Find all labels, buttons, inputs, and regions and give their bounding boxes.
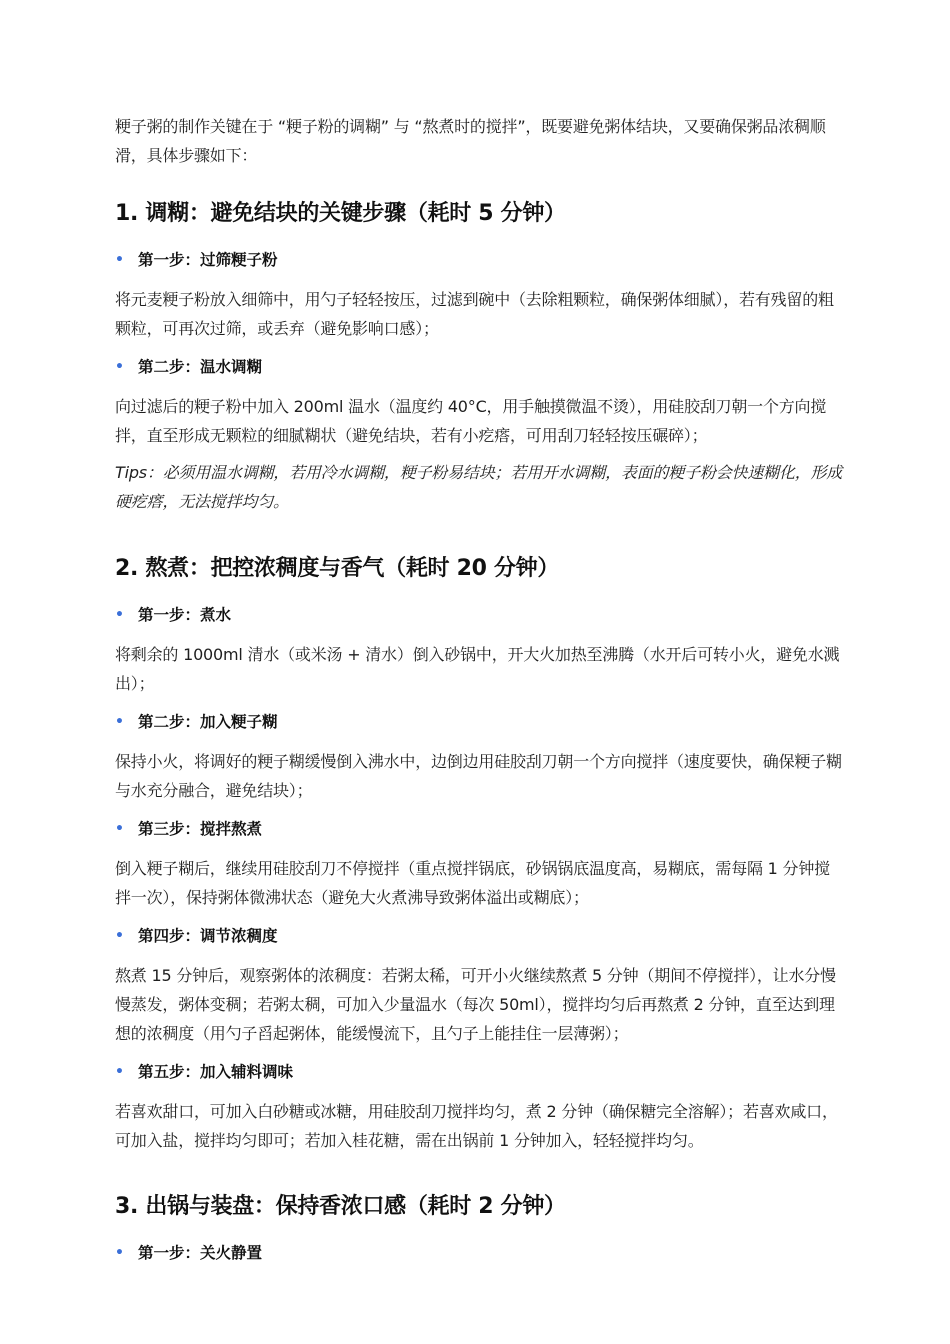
step-label: • 第一步：煮水: [115, 602, 845, 628]
bullet-icon: •: [115, 252, 124, 268]
tips-note: Tips：必须用温水调糊，若用冷水调糊，粳子粉易结块；若用开水调糊，表面的粳子粉会快速糊化，形成硬疙瘩，无法搅拌均匀。: [115, 463, 843, 511]
section-heading: 1. 调糊：避免结块的关键步骤（耗时 5 分钟）: [115, 201, 566, 226]
step-label: • 第一步：关火静置: [115, 1240, 845, 1266]
bullet-icon: •: [115, 821, 124, 837]
step-label: • 第一步：过筛粳子粉: [115, 247, 845, 273]
step-text: 将元麦粳子粉放入细筛中，用勺子轻轻按压，过滤到碗中（去除粗颗粒，确保粥体细腻），若有残留的粗颗粒，可再次过筛，或丢弃（避免影响口感）；: [115, 290, 834, 338]
step-text: 熬煮 15 分钟后，观察粥体的浓稠度：若粥太稀，可开小火继续熬煮 5 分钟（期间不停搅拌），让水分慢慢蒸发，粥体变稠；若粥太稠，可加入少量温水（每次 50ml），搅拌均匀后再熬煮 2 分钟，直至达到理想的浓稠度（用勺子舀起粥体，能缓慢流下，且勺子上能挂住一层薄粥）；: [115, 966, 836, 1043]
bullet-icon: •: [115, 607, 124, 623]
step-label: • 第二步：加入粳子糊: [115, 709, 845, 735]
step-label: • 第二步：温水调糊: [115, 354, 845, 380]
step-text: 若喜欢甜口，可加入白砂糖或冰糖，用硅胶刮刀搅拌均匀，煮 2 分钟（确保糖完全溶解）；若喜欢咸口，可加入盐，搅拌均匀即可；若加入桂花糖，需在出锅前 1 分钟加入，轻轻搅拌均匀。: [115, 1102, 838, 1150]
step-text: 将剩余的 1000ml 清水（或米汤 + 清水）倒入砂锅中，开大火加热至沸腾（水开后可转小火，避免水溅出）；: [115, 645, 840, 693]
bullet-icon: •: [115, 1064, 124, 1080]
bullet-icon: •: [115, 714, 124, 730]
step-text: 倒入粳子糊后，继续用硅胶刮刀不停搅拌（重点搅拌锅底，砂锅锅底温度高，易糊底，需每隔 1 分钟搅拌一次），保持粥体微沸状态（避免大火煮沸导致粥体溢出或糊底）；: [115, 859, 830, 907]
bullet-icon: •: [115, 928, 124, 944]
section-heading: 3. 出锅与装盘：保持香浓口感（耗时 2 分钟）: [115, 1194, 566, 1219]
bullet-icon: •: [115, 359, 124, 375]
intro-paragraph: 粳子粥的制作关键在于 “粳子粉的调糊” 与 “熬煮时的搅拌”，既要避免粥体结块，又要确保粥品浓稠顺滑，具体步骤如下：: [115, 117, 826, 165]
step-text: 向过滤后的粳子粉中加入 200ml 温水（温度约 40°C，用手触摸微温不烫），用硅胶刮刀朝一个方向搅拌，直至形成无颗粒的细腻糊状（避免结块，若有小疙瘩，可用刮刀轻轻按压碾碎）；: [115, 397, 827, 445]
step-label: • 第五步：加入辅料调味: [115, 1059, 845, 1085]
step-text: 保持小火，将调好的粳子糊缓慢倒入沸水中，边倒边用硅胶刮刀朝一个方向搅拌（速度要快，确保粳子糊与水充分融合，避免结块）；: [115, 752, 842, 800]
step-label: • 第四步：调节浓稠度: [115, 923, 845, 949]
section-heading: 2. 熬煮：把控浓稠度与香气（耗时 20 分钟）: [115, 556, 560, 581]
document-body: [115, 112, 845, 1278]
step-label: • 第三步：搅拌熬煮: [115, 816, 845, 842]
bullet-icon: •: [115, 1245, 124, 1261]
